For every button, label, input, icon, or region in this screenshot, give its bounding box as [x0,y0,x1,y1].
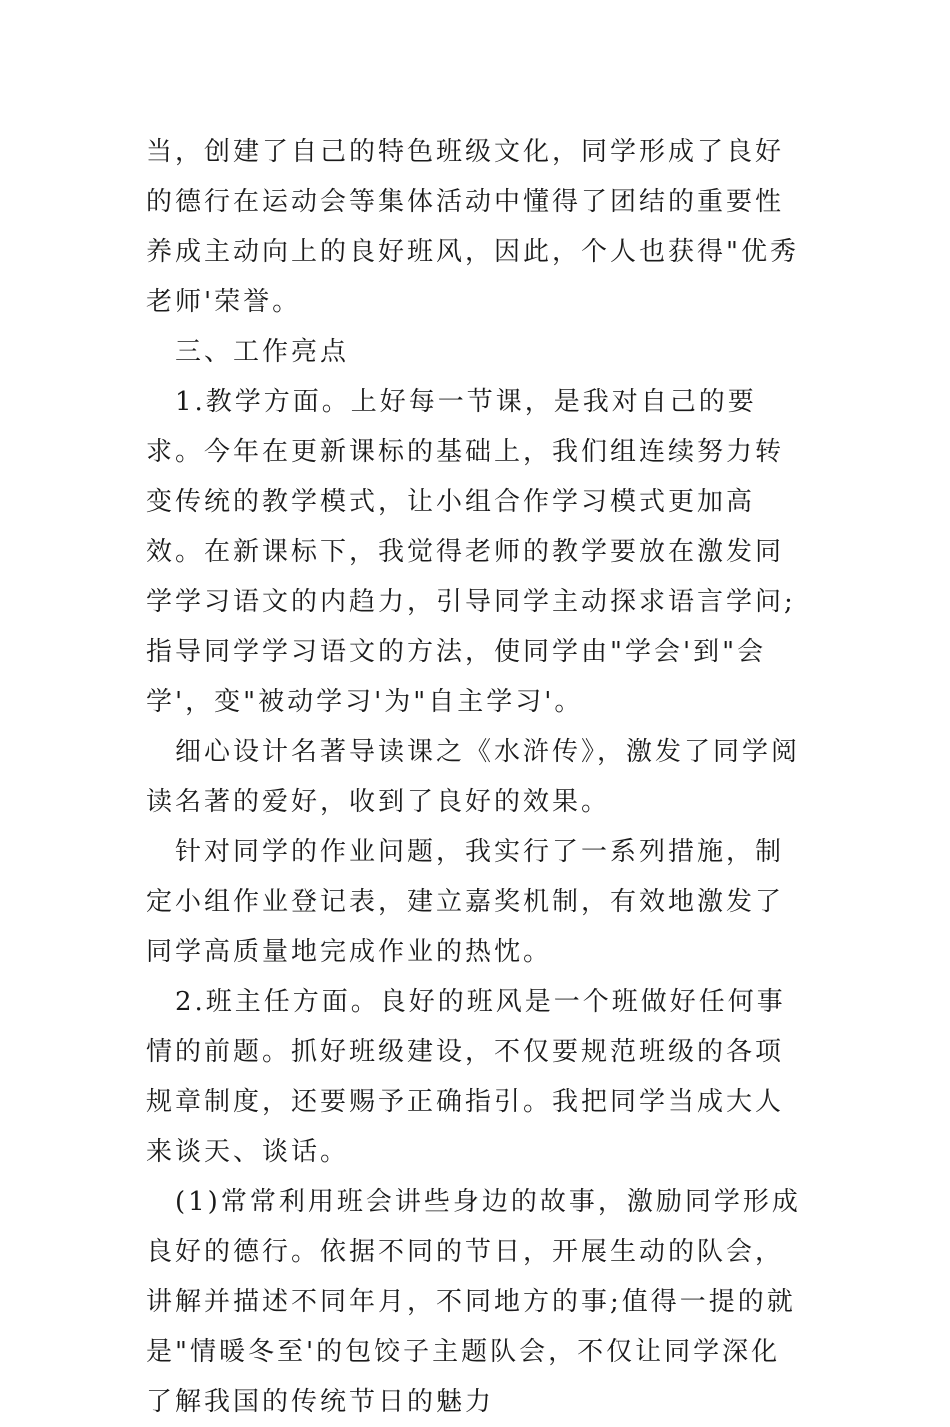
paragraph-homework: 针对同学的作业问题，我实行了一系列措施，制定小组作业登记表，建立嘉奖机制，有效地激发了同学高质量地完成作业的热忱。 [146,837,785,967]
paragraph-head-teacher: 2.班主任方面。良好的班风是一个班做好任何事情的前题。抓好班级建设，不仅要规范班级的各项规章制度，还要赐予正确指引。我把同学当成大人来谈天、谈话。 [146,987,786,1167]
paragraph-teaching: 1.教学方面。上好每一节课，是我对自己的要求。今年在更新课标的基础上，我们组连续努力转变传统的教学模式，让小组合作学习模式更加高效。在新课标下，我觉得老师的教学要放在激发同学学习语文的内趋力，引导同学主动探求语言学问;指导同学学习语文的方法，使同学由"学会'到"会学'，变"被动学习'为"自主学习'。 [146,387,796,717]
section-heading-work-highlights: 三、工作亮点 [146,337,350,367]
paragraph-reading-guide: 细心设计名著导读课之《水浒传》，激发了同学阅读名著的爱好，收到了良好的效果。 [146,737,801,817]
paragraph-class-culture: 当，创建了自己的特色班级文化，同学形成了良好的德行在运动会等集体活动中懂得了团结的重要性养成主动向上的良好班风，因此，个人也获得"优秀老师'荣誉。 [146,137,799,317]
document-body [146,127,806,1427]
paragraph-class-meetings: (1)常常利用班会讲些身边的故事，激励同学形成良好的德行。依据不同的节日，开展生动的队会，讲解并描述不同年月，不同地方的事;值得一提的就是"情暖冬至'的包饺子主题队会，不仅让同学深化了解我国的传统节日的魅力 [146,1187,801,1417]
